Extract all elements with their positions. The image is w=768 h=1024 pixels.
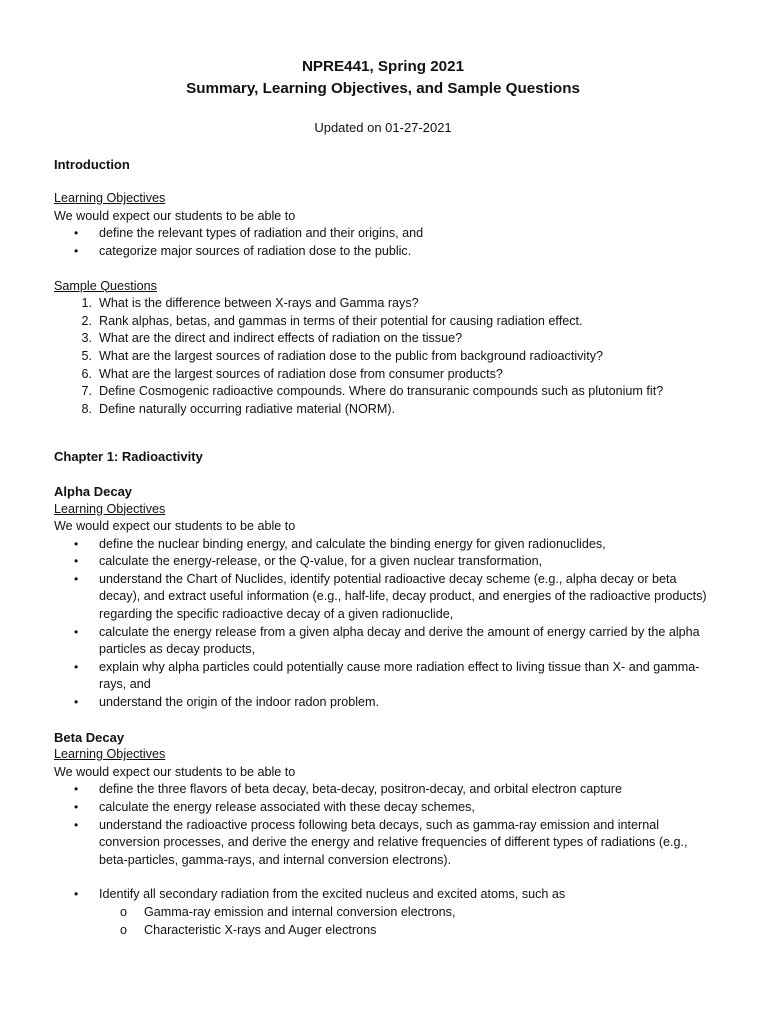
updated-date: Updated on 01-27-2021 [314, 120, 452, 135]
list-item: • define the relevant types of radiation and their origins, and [54, 225, 712, 243]
section-heading-alpha-decay: Alpha Decay [54, 483, 133, 499]
list-item: • understand the radioactive process following beta decays, such as gamma-ray emission and internal conversion processes, and derive the energy and relative frequencies of different types of radiations (e.g., beta-particles, gamma-rays, and internal conversion electrons). [74, 817, 688, 867]
list-item: 2. Rank alphas, betas, and gammas in terms of their potential for causing radiation effect. [81, 313, 583, 328]
sample-questions-label: Sample Questions [54, 278, 157, 293]
beta-sub-list [54, 904, 712, 939]
sub-bullet-glyph: o [120, 904, 128, 919]
list-item: • explain why alpha particles could potentially cause more radiation effect to living tissue than X- and gamma-rays, and [74, 659, 700, 692]
list-item: 5. What are the largest sources of radiation dose to the public from background radioactivity? [81, 348, 604, 363]
bullet-glyph: • [74, 554, 79, 569]
list-item: 1. What is the difference between X-rays and Gamma rays? [81, 296, 419, 311]
sub-list-item: o Characteristic X-rays and Auger electrons [54, 922, 712, 940]
beta-objectives-list [54, 781, 712, 869]
bullet-glyph: • [74, 887, 79, 902]
list-item: • calculate the energy release from a given alpha decay and derive the amount of energy carried by the alpha particles as decay products, [74, 624, 700, 657]
bullet-glyph: • [74, 695, 79, 710]
learning-objectives-label: Learning Objectives [54, 747, 166, 762]
bullet-glyph: • [74, 226, 79, 241]
learning-objectives-intro: We would expect our students to be able to [54, 764, 296, 779]
list-item: • define the nuclear binding energy, and calculate the binding energy for given radionuclides, [54, 536, 712, 554]
beta-secondary-list [54, 886, 712, 904]
list-item: • Identify all secondary radiation from the excited nucleus and excited atoms, such as [54, 886, 712, 904]
sample-questions-list [54, 295, 712, 418]
bullet-glyph: • [74, 624, 79, 639]
sub-list-item: o Gamma-ray emission and internal conversion electrons, [54, 904, 712, 922]
bullet-glyph: • [74, 659, 79, 674]
list-item: • calculate the energy-release, or the Q-value, for a given nuclear transformation, [54, 553, 712, 571]
list-item: 7. Define Cosmogenic radioactive compounds. Where do transuranic compounds such as plutonium fit? [81, 384, 664, 399]
alpha-objectives-list [54, 536, 712, 712]
learning-objectives-intro: We would expect our students to be able to [54, 208, 296, 223]
document-title: Summary, Learning Objectives, and Sample Questions [186, 80, 580, 97]
list-item: • define the three flavors of beta decay, beta-decay, positron-decay, and orbital electron capture [54, 781, 712, 799]
bullet-glyph: • [74, 536, 79, 551]
bullet-glyph: • [74, 817, 79, 832]
intro-objectives-list [54, 225, 712, 260]
bullet-glyph: • [74, 782, 79, 797]
list-item: • calculate the energy release associated with these decay schemes, [54, 799, 712, 817]
sub-bullet-glyph: o [120, 922, 128, 937]
bullet-glyph: • [74, 243, 79, 258]
list-item: • categorize major sources of radiation dose to the public. [54, 243, 712, 261]
bullet-glyph: • [74, 800, 79, 814]
list-item: 6. What are the largest sources of radiation dose from consumer products? [81, 366, 503, 381]
chapter-heading: Chapter 1: Radioactivity [54, 449, 203, 465]
learning-objectives-intro: We would expect our students to be able to [54, 519, 296, 534]
learning-objectives-label: Learning Objectives [54, 501, 166, 516]
list-item: 8. Define naturally occurring radiative material (NORM). [81, 401, 396, 416]
learning-objectives-label: Learning Objectives [54, 191, 166, 206]
list-item: • understand the origin of the indoor radon problem. [54, 694, 712, 712]
bullet-glyph: • [74, 571, 79, 586]
list-item: • understand the Chart of Nuclides, identify potential radioactive decay scheme (e.g., alpha decay or beta decay), and extract useful information (e.g., half-life, decay product, and energies of the radioactive products) regarding the specific radioactive decay of a given radionuclide, [74, 571, 707, 622]
section-heading-beta-decay: Beta Decay [54, 729, 125, 745]
section-heading-introduction: Introduction [54, 156, 130, 172]
course-title: NPRE441, Spring 2021 [301, 58, 465, 75]
list-item: 3. What are the direct and indirect effects of radiation on the tissue? [81, 331, 463, 346]
